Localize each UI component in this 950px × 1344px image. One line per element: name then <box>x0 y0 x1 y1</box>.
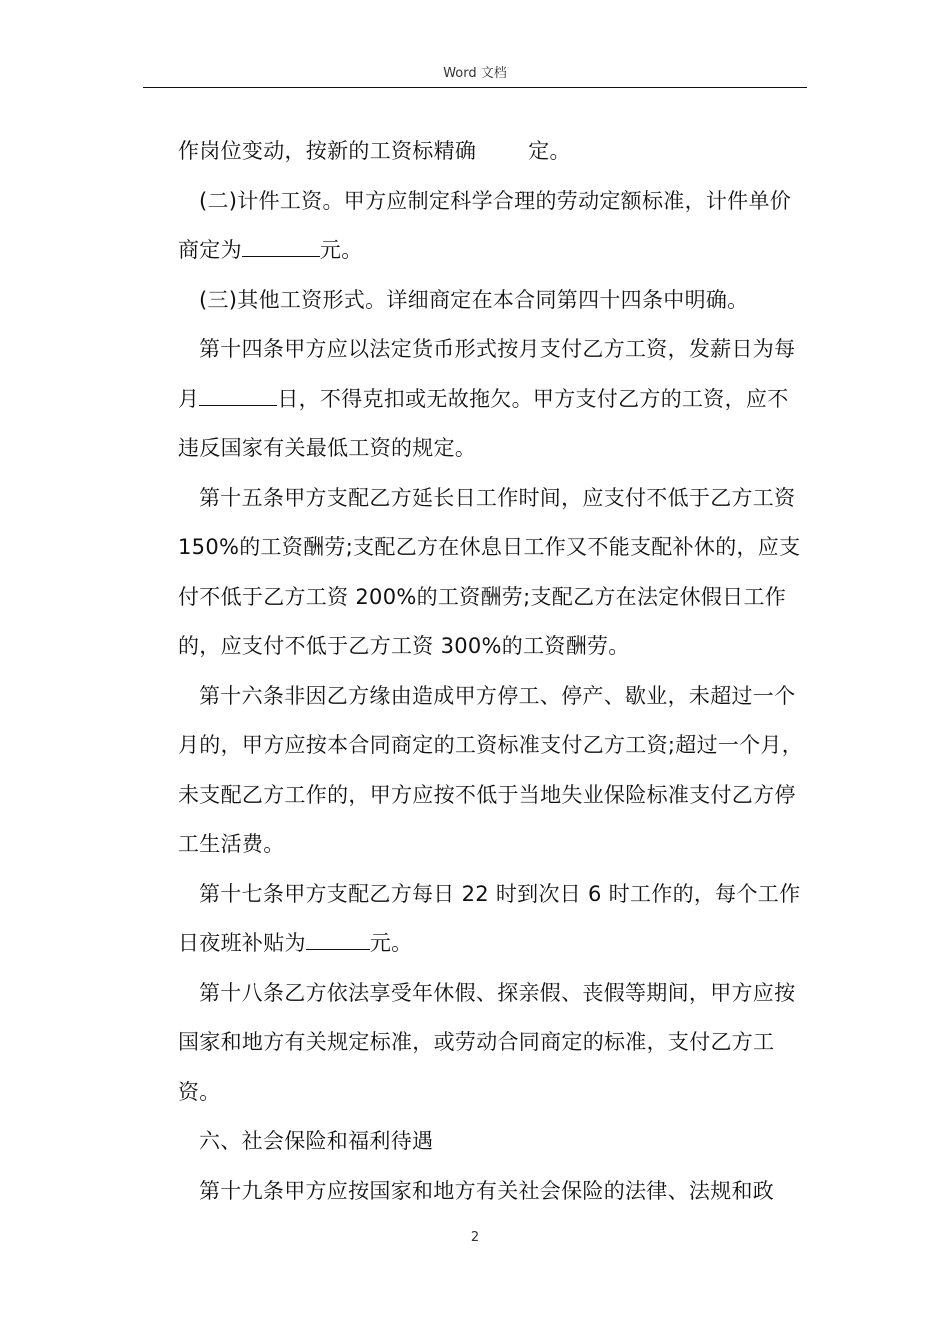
paragraph-text: (二)计件工资。甲方应制定科学合理的劳动定额标准，计件单价商定为 <box>178 188 792 262</box>
paragraph-text: 第十八条乙方依法享受年休假、探亲假、丧假等期间，甲方应按国家和地方有关规定标准，或劳动合同商定的标准，支付乙方工资。 <box>178 980 796 1104</box>
fill-in-blank <box>306 929 370 950</box>
paragraph-text: 日，不得克扣或无故拖欠。甲方支付乙方的工资，应不违反国家有关最低工资的规定。 <box>178 386 789 460</box>
paragraph-article-14 <box>178 325 804 474</box>
paragraph-text: 第十七条甲方支配乙方每日 22 时到次日 6 时工作的，每个工作日夜班补贴为 <box>178 881 801 955</box>
paragraph-text: 元。 <box>319 238 363 262</box>
page-number: 2 <box>470 1230 480 1245</box>
document-body <box>178 127 804 1216</box>
fill-in-blank <box>199 385 277 406</box>
header-title: Word 文档 <box>443 66 507 81</box>
fill-in-blank <box>242 236 320 257</box>
paragraph-piece-rate-wage <box>178 177 804 276</box>
paragraph-article-19 <box>178 1167 804 1217</box>
page-header <box>143 64 807 84</box>
paragraph-text: 第十五条甲方支配乙方延长日工作时间，应支付不低于乙方工资 150%的工资酬劳;支配乙方在休息日工作又不能支配补休的，应支付不低于乙方工资 200%的工资酬劳;支配乙方在法定休假日工作的，应支付不低于乙方工资 300%的工资酬劳。 <box>178 485 801 658</box>
paragraph-text: 元。 <box>369 931 413 955</box>
paragraph-article-16 <box>178 672 804 870</box>
paragraph-text: 第十四条甲方应以法定货币形式按月支付乙方工资，发薪日为每月 <box>178 337 796 411</box>
paragraph-text: 作岗位变动，按新的工资标精确 <box>178 139 477 163</box>
paragraph-text: 定。 <box>528 139 571 163</box>
section-heading-social-insurance <box>178 1117 804 1167</box>
paragraph-article-15 <box>178 474 804 672</box>
paragraph-text: 第十六条非因乙方缘由造成甲方停工、停产、歇业，未超过一个月的，甲方应按本合同商定的工资标准支付乙方工资;超过一个月，未支配乙方工作的，甲方应按不低于当地失业保险标准支付乙方停工生活费。 <box>178 683 804 856</box>
paragraph-article-18 <box>178 969 804 1118</box>
paragraph-wage-adjustment <box>178 127 804 177</box>
section-heading-text: 六、社会保险和福利待遇 <box>199 1129 434 1153</box>
paragraph-text: 第十九条甲方应按国家和地方有关社会保险的法律、法规和政 <box>199 1178 775 1203</box>
paragraph-text: (三)其他工资形式。详细商定在本合同第四十四条中明确。 <box>199 287 749 312</box>
header-rule <box>143 87 807 88</box>
paragraph-other-wage-forms <box>178 276 804 326</box>
paragraph-article-17 <box>178 870 804 969</box>
